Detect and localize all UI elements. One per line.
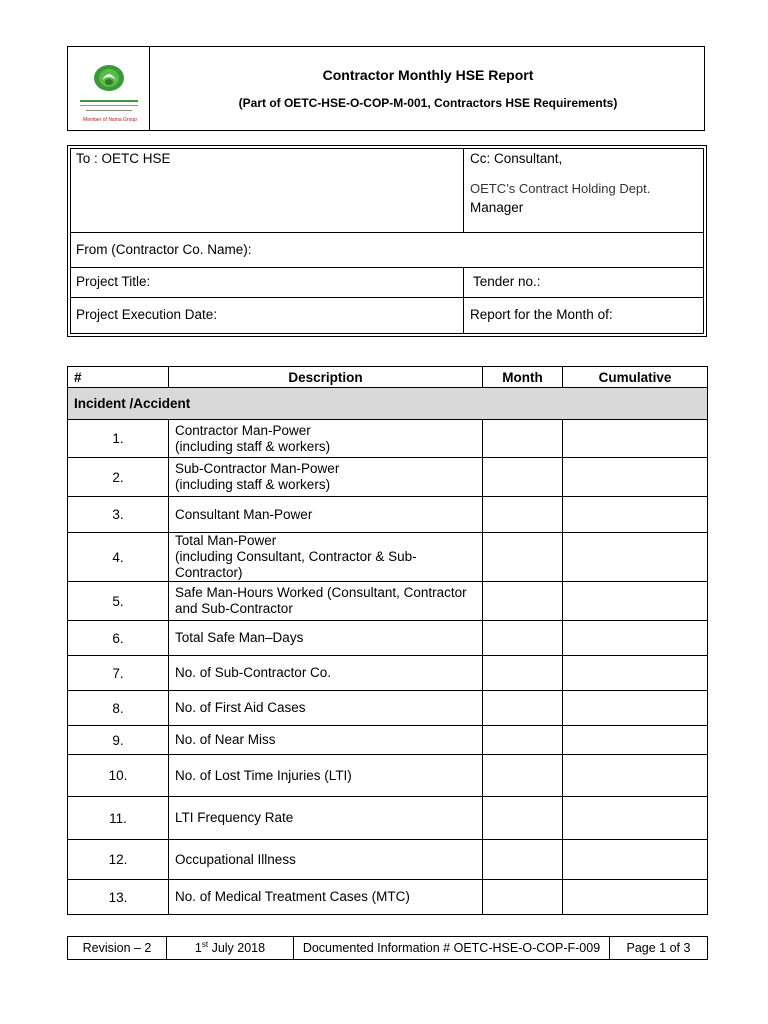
revision-label: Revision – 2 (68, 937, 167, 960)
section-row (68, 388, 708, 420)
row-number: 6. (68, 621, 169, 656)
row-number: 1. (68, 420, 169, 458)
table-row (68, 880, 708, 915)
row-description: No. of Medical Treatment Cases (MTC) (169, 880, 483, 915)
row-description: No. of First Aid Cases (169, 691, 483, 726)
execution-date-field[interactable]: Project Execution Date: (76, 307, 218, 322)
logo-cell (68, 47, 150, 130)
cumulative-value-cell[interactable] (563, 840, 708, 880)
column-header-num: # (68, 367, 169, 388)
addressing-box (67, 145, 707, 337)
cc-manager-text: Manager (470, 200, 524, 215)
table-row (68, 582, 708, 621)
divider (463, 149, 464, 232)
cumulative-value-cell[interactable] (563, 691, 708, 726)
report-header (67, 46, 705, 131)
month-value-cell[interactable] (483, 691, 563, 726)
table-row (68, 420, 708, 458)
tender-no-field[interactable]: Tender no.: (473, 274, 541, 289)
cumulative-value-cell[interactable] (563, 656, 708, 691)
row-number: 12. (68, 840, 169, 880)
document-number: Documented Information # OETC-HSE-O-COP-F-009 (294, 937, 610, 960)
month-value-cell[interactable] (483, 458, 563, 497)
logo-caption: Member of Nama Group (83, 117, 137, 123)
divider (71, 232, 703, 233)
row-description: Total Safe Man–Days (169, 621, 483, 656)
month-value-cell[interactable] (483, 621, 563, 656)
divider (463, 267, 464, 333)
report-month-field[interactable]: Report for the Month of: (470, 307, 613, 322)
row-number: 7. (68, 656, 169, 691)
cumulative-value-cell[interactable] (563, 420, 708, 458)
row-description: Consultant Man-Power (169, 497, 483, 533)
month-value-cell[interactable] (483, 656, 563, 691)
cumulative-value-cell[interactable] (563, 582, 708, 621)
column-header-description: Description (169, 367, 483, 388)
column-header-month: Month (483, 367, 563, 388)
month-value-cell[interactable] (483, 420, 563, 458)
table-row (68, 755, 708, 797)
cumulative-value-cell[interactable] (563, 621, 708, 656)
table-header-row (68, 367, 708, 388)
cc-field-label[interactable]: Cc: Consultant, (470, 151, 563, 166)
row-number: 3. (68, 497, 169, 533)
row-description: Occupational Illness (169, 840, 483, 880)
from-field-label[interactable]: From (Contractor Co. Name): (76, 242, 252, 257)
row-description: Sub-Contractor Man-Power (including staff & workers) (169, 458, 483, 497)
table-row (68, 458, 708, 497)
issue-date-rest: July 2018 (208, 941, 266, 956)
cumulative-value-cell[interactable] (563, 458, 708, 497)
row-description: Contractor Man-Power (including staff & workers) (169, 420, 483, 458)
oetc-logo-icon (93, 64, 125, 94)
row-description: Total Man-Power (including Consultant, Contractor & Sub- Contractor) (169, 533, 483, 582)
cumulative-value-cell[interactable] (563, 880, 708, 915)
cumulative-value-cell[interactable] (563, 755, 708, 797)
row-description: LTI Frequency Rate (169, 797, 483, 840)
page-subtitle: (Part of OETC-HSE-O-COP-M-001, Contractors HSE Requirements) (238, 96, 618, 110)
row-number: 13. (68, 880, 169, 915)
logo-stripe-light (80, 105, 138, 106)
cumulative-value-cell[interactable] (563, 533, 708, 582)
divider (71, 297, 703, 298)
month-value-cell[interactable] (483, 840, 563, 880)
row-number: 4. (68, 533, 169, 582)
issue-date-day: 1 (194, 941, 202, 956)
row-number: 9. (68, 726, 169, 755)
page-number: Page 1 of 3 (610, 937, 708, 960)
column-header-cumulative: Cumulative (563, 367, 708, 388)
table-row (68, 726, 708, 755)
row-number: 11. (68, 797, 169, 840)
month-value-cell[interactable] (483, 726, 563, 755)
month-value-cell[interactable] (483, 755, 563, 797)
row-description: No. of Sub-Contractor Co. (169, 656, 483, 691)
table-row (68, 621, 708, 656)
issue-date-suffix: st (201, 940, 209, 950)
table-row (68, 840, 708, 880)
page-title: Contractor Monthly HSE Report (322, 67, 534, 83)
row-number: 10. (68, 755, 169, 797)
month-value-cell[interactable] (483, 497, 563, 533)
month-value-cell[interactable] (483, 797, 563, 840)
section-heading: Incident /Accident (68, 388, 708, 420)
document-footer (67, 936, 708, 960)
to-field-label[interactable]: To : OETC HSE (76, 151, 171, 166)
month-value-cell[interactable] (483, 880, 563, 915)
table-row (68, 497, 708, 533)
table-row (68, 691, 708, 726)
logo-stripe-green (80, 100, 138, 102)
divider (71, 267, 703, 268)
month-value-cell[interactable] (483, 582, 563, 621)
project-title-field[interactable]: Project Title: (76, 274, 151, 289)
row-number: 2. (68, 458, 169, 497)
cc-dept-text: OETC’s Contract Holding Dept. (470, 181, 651, 196)
row-description: No. of Lost Time Injuries (LTI) (169, 755, 483, 797)
row-number: 8. (68, 691, 169, 726)
addressing-box-inner (70, 148, 704, 334)
row-description: Safe Man-Hours Worked (Consultant, Contractor and Sub-Contractor (169, 582, 483, 621)
table-row (68, 656, 708, 691)
hse-statistics-table (67, 366, 708, 915)
logo-stripe-grey (86, 110, 132, 111)
row-description: No. of Near Miss (169, 726, 483, 755)
month-value-cell[interactable] (483, 533, 563, 582)
cumulative-value-cell[interactable] (563, 497, 708, 533)
table-row (68, 533, 708, 582)
row-number: 5. (68, 582, 169, 621)
cumulative-value-cell[interactable] (563, 797, 708, 840)
cumulative-value-cell[interactable] (563, 726, 708, 755)
table-row (68, 797, 708, 840)
issue-date (167, 937, 294, 960)
